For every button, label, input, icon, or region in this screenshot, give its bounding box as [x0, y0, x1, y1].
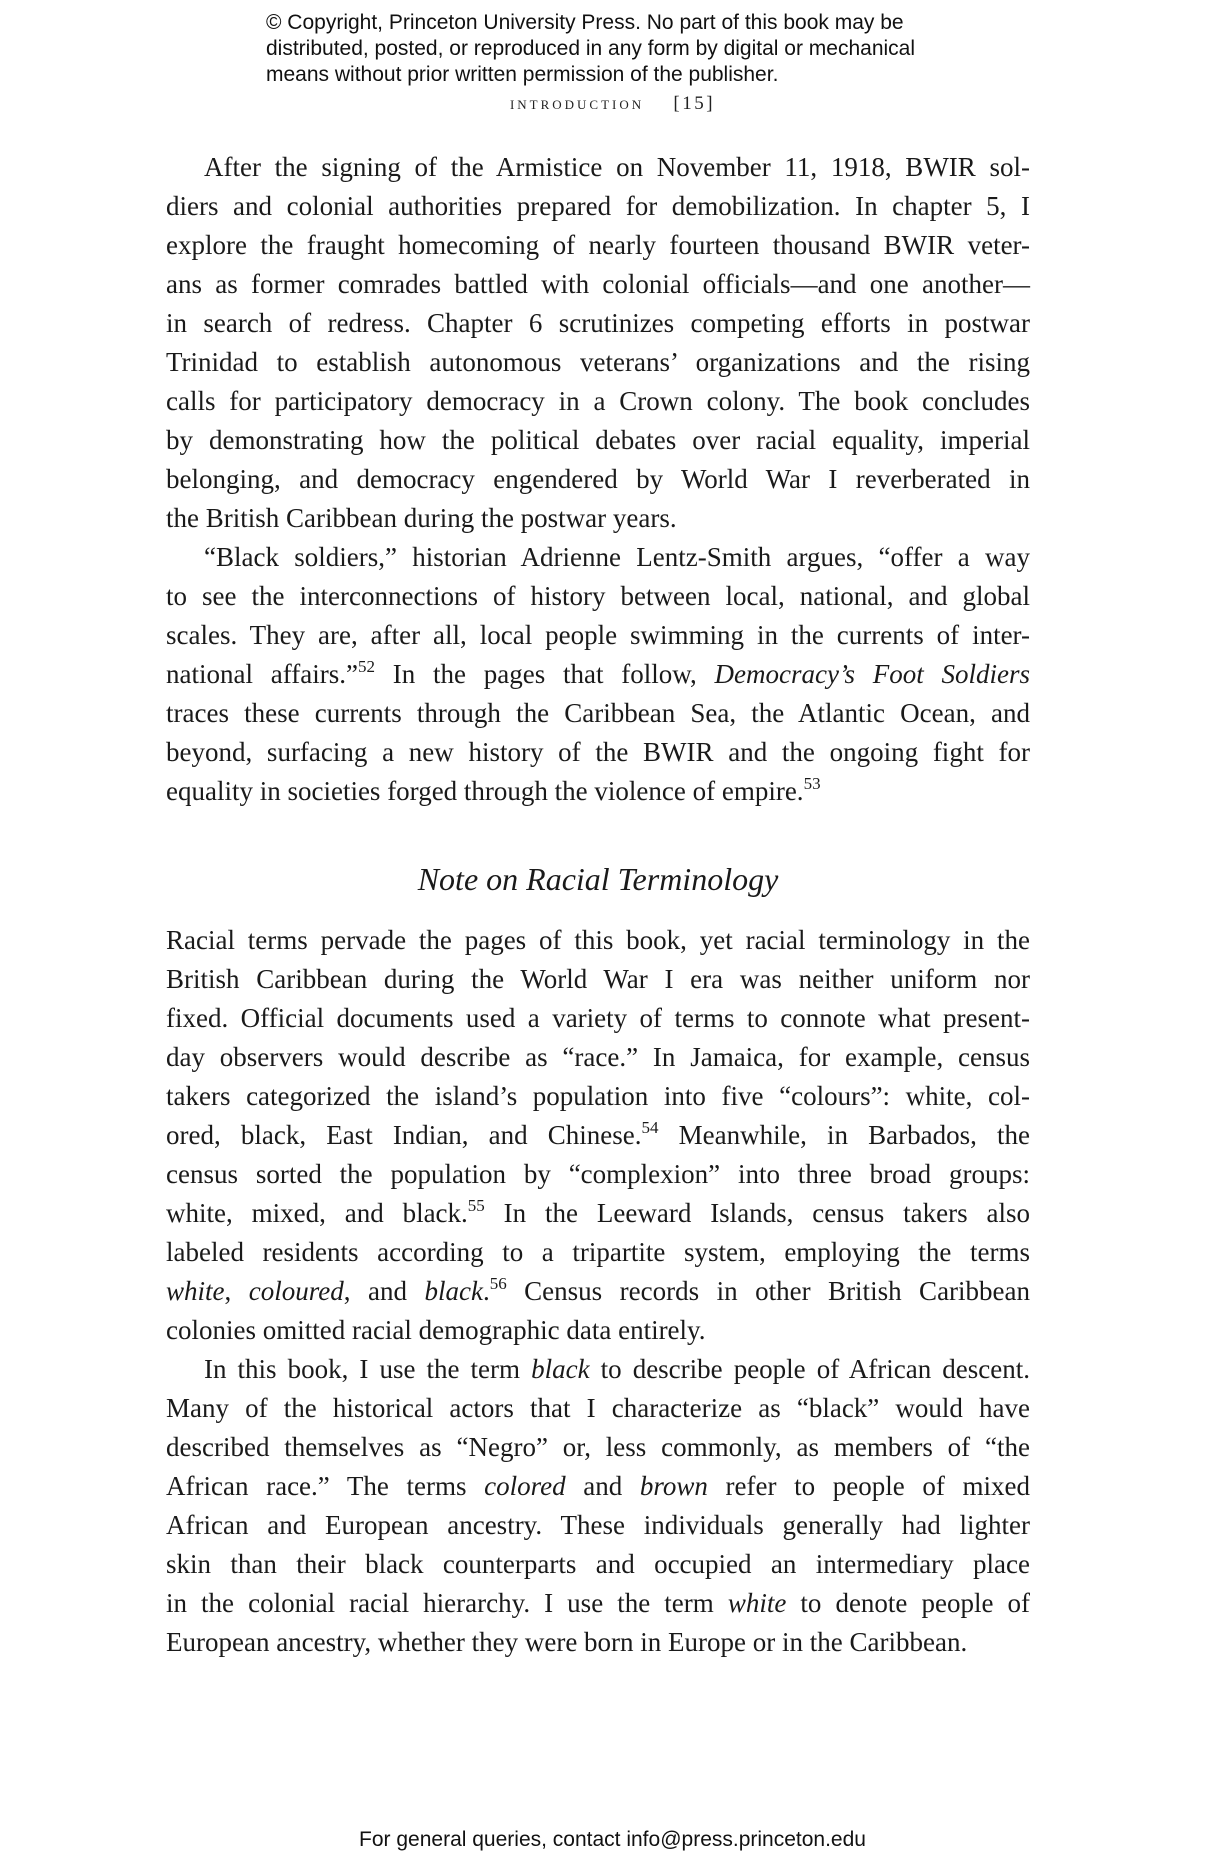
- book-title: Democracy’s Foot Soldiers: [714, 659, 1030, 689]
- paragraph: [166, 1350, 1030, 1662]
- text-line: traces these currents through the Caribbean Sea, the Atlantic Ocean, and: [166, 698, 1030, 728]
- text-line: day observers would describe as “race.” In Jamaica, for example, census: [166, 1042, 1030, 1072]
- text-line: colonies omitted racial demographic data entirely.: [166, 1315, 706, 1345]
- text-line: [166, 1194, 1030, 1233]
- italic-term: black: [531, 1354, 590, 1384]
- text-line: explore the fraught homecoming of nearly fourteen thousand BWIR veter-: [166, 230, 1030, 260]
- text-run: in the colonial racial hierarchy. I use the term: [166, 1588, 728, 1618]
- text-line: African and European ancestry. These individuals generally had lighter: [166, 1510, 1030, 1540]
- copyright-line: © Copyright, Princeton University Press. No part of this book may be: [266, 11, 904, 34]
- text-line: Trinidad to establish autonomous veterans’ organizations and the rising: [166, 347, 1030, 377]
- footnote-ref: 55: [467, 1196, 485, 1215]
- text-run: refer to people of mixed: [707, 1471, 1031, 1501]
- text-run: African race.” The terms: [166, 1471, 485, 1501]
- text-line: [166, 1116, 1030, 1155]
- text-line: calls for participatory democracy in a Crown colony. The book concludes: [166, 386, 1030, 416]
- text-line: [166, 772, 1030, 811]
- text-line: scales. They are, after all, local people swimming in the currents of inter-: [166, 620, 1030, 650]
- italic-term: colored: [484, 1471, 566, 1501]
- text-line: described themselves as “Negro” or, less commonly, as members of “the: [166, 1432, 1030, 1462]
- text-run: and: [565, 1471, 640, 1501]
- text-run: equality in societies forged through the violence of empire.: [166, 776, 804, 806]
- footnote-ref: 56: [489, 1274, 507, 1293]
- italic-term: brown: [639, 1471, 708, 1501]
- running-head-title: introduction: [509, 93, 645, 114]
- paragraph: [166, 921, 1030, 1350]
- italic-term: coloured: [248, 1276, 344, 1306]
- text-line: [166, 1467, 1030, 1506]
- running-head: [0, 93, 1225, 115]
- text-line: fixed. Official documents used a variety of terms to connote what present-: [166, 1003, 1030, 1033]
- text-run: to describe people of African descent.: [589, 1354, 1030, 1384]
- text-line: diers and colonial authorities prepared for demobilization. In chapter 5, I: [166, 191, 1030, 221]
- text-line: Racial terms pervade the pages of this book, yet racial terminology in the: [166, 925, 1030, 955]
- text-line: to see the interconnections of history between local, national, and global: [166, 581, 1030, 611]
- footnote-ref: 52: [357, 657, 375, 676]
- text-run: national affairs.”: [166, 659, 358, 689]
- italic-term: white: [727, 1588, 787, 1618]
- copyright-notice: [266, 10, 1046, 88]
- text-line: European ancestry, whether they were born in Europe or in the Caribbean.: [166, 1627, 968, 1657]
- text-line: the British Caribbean during the postwar years.: [166, 503, 677, 533]
- text-line: belonging, and democracy engendered by World War I reverberated in: [166, 464, 1030, 494]
- footer-contact: For general queries, contact info@press.princeton.edu: [359, 1828, 866, 1851]
- text-line: ans as former comrades battled with colonial officials—and one another—: [166, 269, 1030, 299]
- text-run: In the Leeward Islands, census takers also: [484, 1198, 1030, 1228]
- text-run: In this book, I use the term: [204, 1354, 532, 1384]
- italic-term: white: [166, 1276, 225, 1306]
- text-line: skin than their black counterparts and occupied an intermediary place: [166, 1549, 1030, 1579]
- text-run: white, mixed, and black.: [166, 1198, 468, 1228]
- text-line: [166, 1584, 1030, 1623]
- text-line: [166, 1350, 1030, 1389]
- footnote-ref: 53: [803, 774, 821, 793]
- text-run: ored, black, East Indian, and Chinese.: [166, 1120, 642, 1150]
- text-line: [166, 1272, 1030, 1311]
- text-run: .: [482, 1276, 490, 1306]
- paragraph: [166, 538, 1030, 811]
- text-line: After the signing of the Armistice on November 11, 1918, BWIR sol-: [204, 152, 1030, 182]
- section-heading: Note on Racial Terminology: [417, 861, 779, 897]
- footnote-ref: 54: [641, 1118, 659, 1137]
- text-line: beyond, surfacing a new history of the BWIR and the ongoing fight for: [166, 737, 1030, 767]
- text-line: labeled residents according to a tripartite system, employing the terms: [166, 1237, 1030, 1267]
- text-run: , and: [343, 1276, 425, 1306]
- text-line: British Caribbean during the World War I era was neither uniform nor: [166, 964, 1030, 994]
- text-run: ,: [224, 1276, 249, 1306]
- text-line: by demonstrating how the political debates over racial equality, imperial: [166, 425, 1030, 455]
- italic-term: black: [424, 1276, 483, 1306]
- text-line: takers categorized the island’s population into five “colours”: white, col-: [166, 1081, 1030, 1111]
- paragraph: [166, 148, 1030, 538]
- text-line: Many of the historical actors that I characterize as “black” would have: [166, 1393, 1030, 1423]
- copyright-line: means without prior written permission of the publisher.: [266, 63, 779, 86]
- text-line: “Black soldiers,” historian Adrienne Lentz-Smith argues, “offer a way: [204, 542, 1030, 572]
- text-line: [166, 655, 1030, 694]
- text-run: to denote people of: [786, 1588, 1030, 1618]
- copyright-line: distributed, posted, or reproduced in any form by digital or mechanical: [266, 37, 916, 60]
- text-line: census sorted the population by “complexion” into three broad groups:: [166, 1159, 1030, 1189]
- page-body: [166, 148, 1030, 1662]
- text-run: In the pages that follow,: [374, 659, 715, 689]
- text-line: in search of redress. Chapter 6 scrutinizes competing efforts in postwar: [166, 308, 1030, 338]
- page-number: [15]: [673, 93, 716, 114]
- text-run: Meanwhile, in Barbados, the: [658, 1120, 1030, 1150]
- text-run: Census records in other British Caribbean: [506, 1276, 1031, 1306]
